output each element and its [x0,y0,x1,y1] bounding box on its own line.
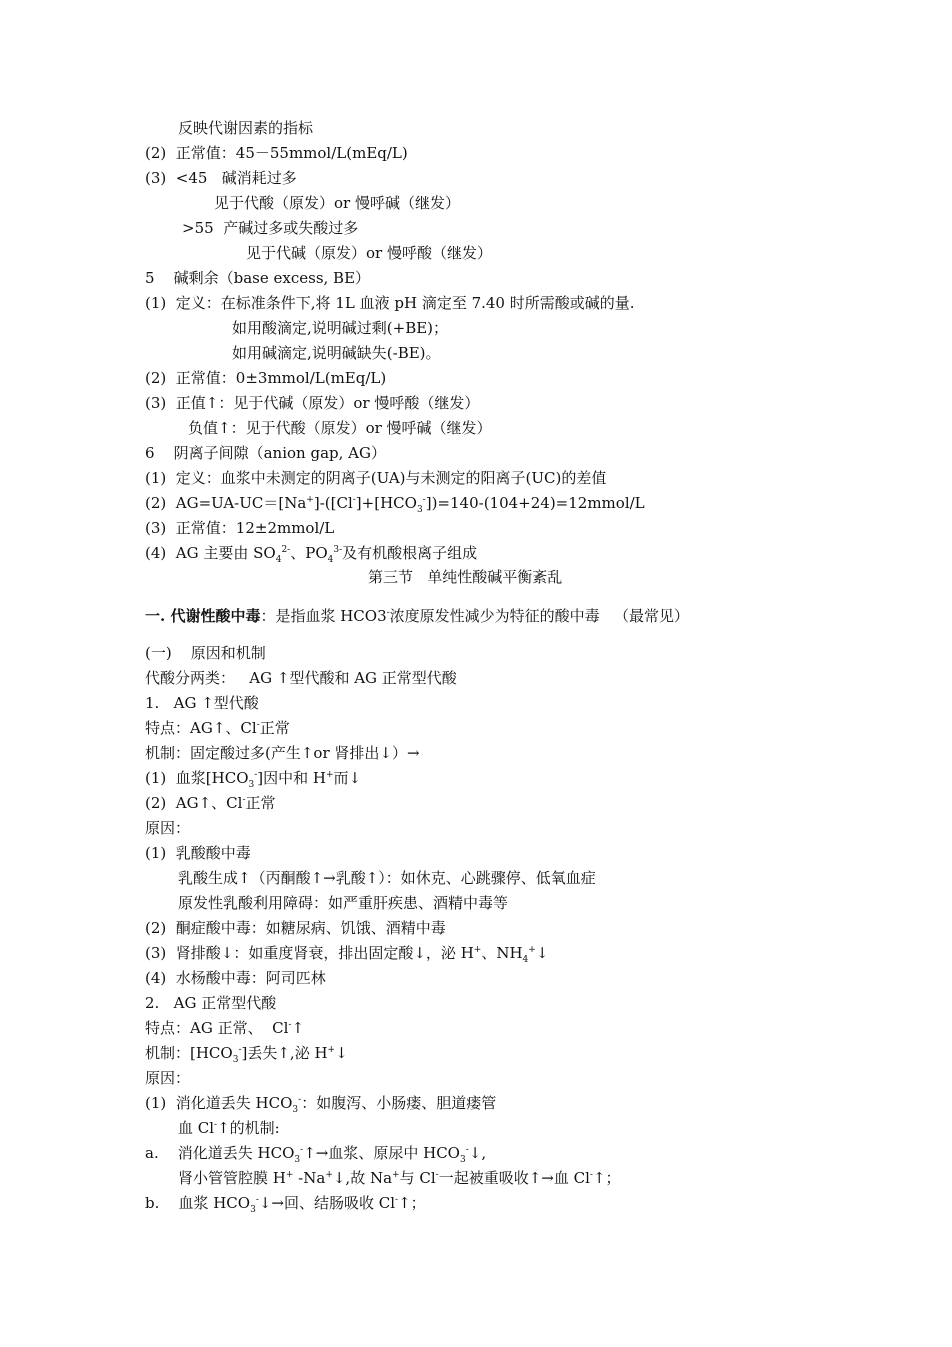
text-line: 如用酸滴定,说明碱过剩(+BE)； [232,319,449,337]
text-line: 代酸分两类： AG ↑型代酸和 AG 正常型代酸 [145,669,457,687]
text-line: 肾小管管腔膜 H+ -Na+↓,故 Na+与 Cl-一起被重吸收↑→血 Cl-↑； [178,1169,621,1187]
text-line: 5 碱剩余（base excess, BE） [145,269,371,287]
text-line: 特点：AG↑、Cl-正常 [145,719,290,737]
text-line: b. 血浆 $HCO_3^-↓\to$回、结肠吸收 Cl-↑； [145,1194,426,1215]
text-line: 负值↑：见于代酸（原发）or 慢呼碱（继发） [188,419,492,437]
text-line: 1. AG ↑型代酸 [145,694,259,712]
text-line: 原因： [145,1069,191,1087]
text-line: 原发性乳酸利用障碍：如严重肝疾患、酒精中毒等 [178,894,509,912]
text-line: (2) 正常值：0±3mmol/L(mEq/L) [145,369,387,387]
text-line: (1) 血浆$[HCO_3^-]$因中和 H+而↓ [145,769,362,790]
text-line: (2) AG↑、Cl-正常 [145,794,276,812]
text-line: (1) 消化道丢失 $HCO_3^-$：如腹泻、小肠瘘、胆道瘘管 [145,1094,497,1115]
text-line: (2) 正常值：45－55mmol/L(mEq/L) [145,144,408,162]
text-line: 2. AG 正常型代酸 [145,994,277,1012]
text-line: 血 Cl-↑的机制: [178,1119,280,1137]
text-line: (1) 定义：血浆中未测定的阴离子(UA)与未测定的阳离子(UC)的差值 [145,469,607,487]
text-line: (4) 水杨酸中毒：阿司匹林 [145,969,326,987]
ag-formula-line: (2) $AG=UA-UC=[Na^+]-([Cl^-]+[HCO_3^-])=140-(104+24)=12mmol/L$ [145,494,645,515]
text-line: (3) 正值↑：见于代碱（原发）or 慢呼酸（继发） [145,394,480,412]
text-line: >55 产碱过多或失酸过多 [182,219,359,237]
text-line: (1) 乳酸酸中毒 [145,844,251,862]
text-line: (一) 原因和机制 [145,644,266,662]
text-line: a. 消化道丢失 $HCO_3^-↑\to$血浆、原尿中 $HCO_3^-↓$, [145,1144,487,1165]
text-line: 反映代谢因素的指标 [178,119,314,137]
text-line: (3) <45 碱消耗过多 [145,169,297,187]
text-line: 见于代碱（原发）or 慢呼酸（继发） [246,244,492,262]
text-line: 乳酸生成↑（丙酮酸↑→乳酸↑）：如休克、心跳骤停、低氧血症 [178,869,596,887]
text-line: 见于代酸（原发）or 慢呼碱（继发） [214,194,460,212]
heading-metabolic-acidosis: 一. 代谢性酸中毒：是指血浆 HCO3-浓度原发性减少为特征的酸中毒 （最常见） [145,607,689,625]
text-line: (3) 正常值：12±2mmol/L [145,519,335,537]
text-line: (1) 定义：在标准条件下,将 1L 血液 pH 滴定至 7.40 时所需酸或碱的量. [145,294,635,312]
text-line: 如用碱滴定,说明碱缺失(-BE)。 [232,344,441,362]
text-line: 特点：AG 正常、 Cl-↑ [145,1019,305,1037]
text-line: 机制：固定酸过多(产生↑or 肾排出↓）→ [145,744,420,762]
section-title: 第三节 单纯性酸碱平衡紊乱 [368,568,563,586]
ag-composition-line: (4) AG 主要由 $SO_4^{2-}$、$PO_4^{3-}$及有机酸根离子组成 [145,544,478,565]
text-line: (2) 酮症酸中毒：如糖尿病、饥饿、酒精中毒 [145,919,446,937]
text-line: (3) 肾排酸↓：如重度肾衰，排出固定酸↓，泌 H+、$NH_4^+↓$ [145,944,549,965]
text-line: 6 阴离子间隙（anion gap, AG） [145,444,386,462]
text-line: 机制：$[HCO_3^-]$丢失↑,泌 H+↓ [145,1044,348,1065]
text-line: 原因： [145,819,191,837]
